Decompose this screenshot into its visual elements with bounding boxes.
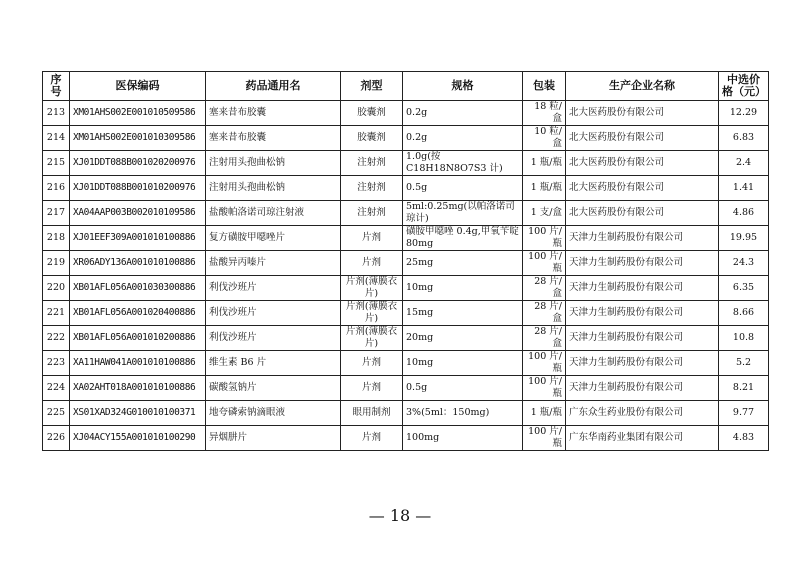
cell-name: 维生素 B6 片 (206, 351, 341, 376)
cell-code: XM01AHS002E001010509586 (70, 101, 206, 126)
cell-code: XM01AHS002E001010309586 (70, 126, 206, 151)
cell-no: 223 (43, 351, 70, 376)
cell-no: 222 (43, 326, 70, 351)
cell-code: XJ01DDT088B001020200976 (70, 151, 206, 176)
table-row (43, 351, 769, 376)
cell-maker: 天津力生制药股份有限公司 (566, 226, 719, 251)
cell-spec: 磺胺甲噁唑 0.4g,甲氧苄啶 80mg (403, 226, 523, 251)
table-row (43, 226, 769, 251)
cell-pack: 28 片/盒 (523, 301, 566, 326)
cell-no: 218 (43, 226, 70, 251)
header-pack: 包装 (523, 72, 566, 101)
header-code: 医保编码 (70, 72, 206, 101)
table-header-row (43, 72, 769, 101)
cell-spec: 0.5g (403, 376, 523, 401)
cell-pack: 100 片/瓶 (523, 426, 566, 451)
cell-name: 地夸磷索钠滴眼液 (206, 401, 341, 426)
cell-pack: 100 片/瓶 (523, 376, 566, 401)
page-number: — 18 — (368, 506, 432, 525)
cell-maker: 广东华南药业集团有限公司 (566, 426, 719, 451)
cell-maker: 北大医药股份有限公司 (566, 176, 719, 201)
cell-maker: 天津力生制药股份有限公司 (566, 376, 719, 401)
header-name: 药品通用名 (206, 72, 341, 101)
cell-price: 4.83 (719, 426, 769, 451)
cell-code: XJ04ACY155A001010100290 (70, 426, 206, 451)
cell-maker: 北大医药股份有限公司 (566, 151, 719, 176)
cell-name: 塞来昔布胶囊 (206, 101, 341, 126)
cell-form: 注射剂 (341, 176, 403, 201)
header-maker: 生产企业名称 (566, 72, 719, 101)
cell-form: 片剂 (341, 376, 403, 401)
cell-spec: 0.2g (403, 126, 523, 151)
cell-price: 5.2 (719, 351, 769, 376)
cell-no: 217 (43, 201, 70, 226)
cell-name: 碳酸氢钠片 (206, 376, 341, 401)
cell-maker: 广东众生药业股份有限公司 (566, 401, 719, 426)
cell-price: 2.4 (719, 151, 769, 176)
cell-pack: 100 片/瓶 (523, 251, 566, 276)
cell-form: 注射剂 (341, 151, 403, 176)
cell-price: 10.8 (719, 326, 769, 351)
cell-maker: 北大医药股份有限公司 (566, 201, 719, 226)
header-form: 剂型 (341, 72, 403, 101)
cell-name: 注射用头孢曲松钠 (206, 176, 341, 201)
cell-price: 9.77 (719, 401, 769, 426)
header-price: 中选价格（元） (719, 72, 769, 101)
table-row (43, 176, 769, 201)
cell-maker: 天津力生制药股份有限公司 (566, 276, 719, 301)
cell-no: 219 (43, 251, 70, 276)
cell-maker: 北大医药股份有限公司 (566, 126, 719, 151)
cell-form: 片剂(薄膜衣片) (341, 276, 403, 301)
table-row (43, 426, 769, 451)
cell-spec: 1.0g(按 C18H18N8O7S3 计) (403, 151, 523, 176)
table-row (43, 301, 769, 326)
cell-no: 224 (43, 376, 70, 401)
cell-price: 24.3 (719, 251, 769, 276)
header-spec: 规格 (403, 72, 523, 101)
cell-name: 利伐沙班片 (206, 276, 341, 301)
cell-spec: 5ml:0.25mg(以帕洛诺司琼计) (403, 201, 523, 226)
cell-code: XA11HAW041A001010100886 (70, 351, 206, 376)
cell-spec: 0.2g (403, 101, 523, 126)
cell-code: XB01AFL056A001020400886 (70, 301, 206, 326)
table-row (43, 101, 769, 126)
cell-name: 复方磺胺甲噁唑片 (206, 226, 341, 251)
cell-form: 片剂 (341, 426, 403, 451)
cell-name: 异烟肼片 (206, 426, 341, 451)
cell-no: 214 (43, 126, 70, 151)
cell-spec: 20mg (403, 326, 523, 351)
cell-pack: 28 片/盒 (523, 326, 566, 351)
table-row (43, 401, 769, 426)
header-no: 序号 (43, 72, 70, 101)
cell-spec: 100mg (403, 426, 523, 451)
cell-no: 215 (43, 151, 70, 176)
cell-name: 注射用头孢曲松钠 (206, 151, 341, 176)
cell-code: XB01AFL056A001030300886 (70, 276, 206, 301)
table-row (43, 201, 769, 226)
cell-pack: 100 片/瓶 (523, 351, 566, 376)
cell-form: 注射剂 (341, 201, 403, 226)
cell-form: 片剂 (341, 226, 403, 251)
cell-code: XJ01EEF309A001010100886 (70, 226, 206, 251)
cell-spec: 15mg (403, 301, 523, 326)
cell-form: 片剂 (341, 351, 403, 376)
cell-code: XA02AHT018A001010100886 (70, 376, 206, 401)
cell-no: 220 (43, 276, 70, 301)
cell-pack: 1 瓶/瓶 (523, 151, 566, 176)
cell-no: 226 (43, 426, 70, 451)
cell-maker: 天津力生制药股份有限公司 (566, 301, 719, 326)
table-row (43, 251, 769, 276)
cell-form: 胶囊剂 (341, 126, 403, 151)
cell-price: 6.35 (719, 276, 769, 301)
cell-name: 利伐沙班片 (206, 326, 341, 351)
cell-price: 4.86 (719, 201, 769, 226)
cell-no: 216 (43, 176, 70, 201)
cell-code: XB01AFL056A001010200886 (70, 326, 206, 351)
cell-pack: 10 粒/盒 (523, 126, 566, 151)
cell-form: 片剂 (341, 251, 403, 276)
cell-name: 利伐沙班片 (206, 301, 341, 326)
cell-spec: 3%(5ml：150mg) (403, 401, 523, 426)
cell-spec: 10mg (403, 276, 523, 301)
cell-pack: 100 片/瓶 (523, 226, 566, 251)
cell-price: 8.66 (719, 301, 769, 326)
cell-pack: 1 瓶/瓶 (523, 401, 566, 426)
cell-pack: 1 瓶/瓶 (523, 176, 566, 201)
cell-price: 1.41 (719, 176, 769, 201)
cell-form: 片剂(薄膜衣片) (341, 301, 403, 326)
cell-no: 221 (43, 301, 70, 326)
cell-code: XR06ADY136A001010100886 (70, 251, 206, 276)
cell-no: 213 (43, 101, 70, 126)
cell-form: 眼用制剂 (341, 401, 403, 426)
cell-no: 225 (43, 401, 70, 426)
cell-price: 19.95 (719, 226, 769, 251)
cell-form: 片剂(薄膜衣片) (341, 326, 403, 351)
table-row (43, 276, 769, 301)
cell-code: XJ01DDT088B001010200976 (70, 176, 206, 201)
cell-price: 6.83 (719, 126, 769, 151)
table-row (43, 376, 769, 401)
cell-pack: 28 片/盒 (523, 276, 566, 301)
cell-maker: 天津力生制药股份有限公司 (566, 351, 719, 376)
drug-price-table (42, 71, 769, 451)
cell-spec: 0.5g (403, 176, 523, 201)
cell-code: XA04AAP003B002010109586 (70, 201, 206, 226)
cell-pack: 18 粒/盒 (523, 101, 566, 126)
cell-name: 塞来昔布胶囊 (206, 126, 341, 151)
cell-pack: 1 支/盒 (523, 201, 566, 226)
cell-price: 12.29 (719, 101, 769, 126)
cell-name: 盐酸异丙嗪片 (206, 251, 341, 276)
cell-maker: 北大医药股份有限公司 (566, 101, 719, 126)
cell-price: 8.21 (719, 376, 769, 401)
table-row (43, 326, 769, 351)
cell-form: 胶囊剂 (341, 101, 403, 126)
cell-name: 盐酸帕洛诺司琼注射液 (206, 201, 341, 226)
table-row (43, 126, 769, 151)
cell-code: XS01XAD324G010010100371 (70, 401, 206, 426)
cell-spec: 25mg (403, 251, 523, 276)
table-row (43, 151, 769, 176)
cell-spec: 10mg (403, 351, 523, 376)
cell-maker: 天津力生制药股份有限公司 (566, 326, 719, 351)
cell-maker: 天津力生制药股份有限公司 (566, 251, 719, 276)
